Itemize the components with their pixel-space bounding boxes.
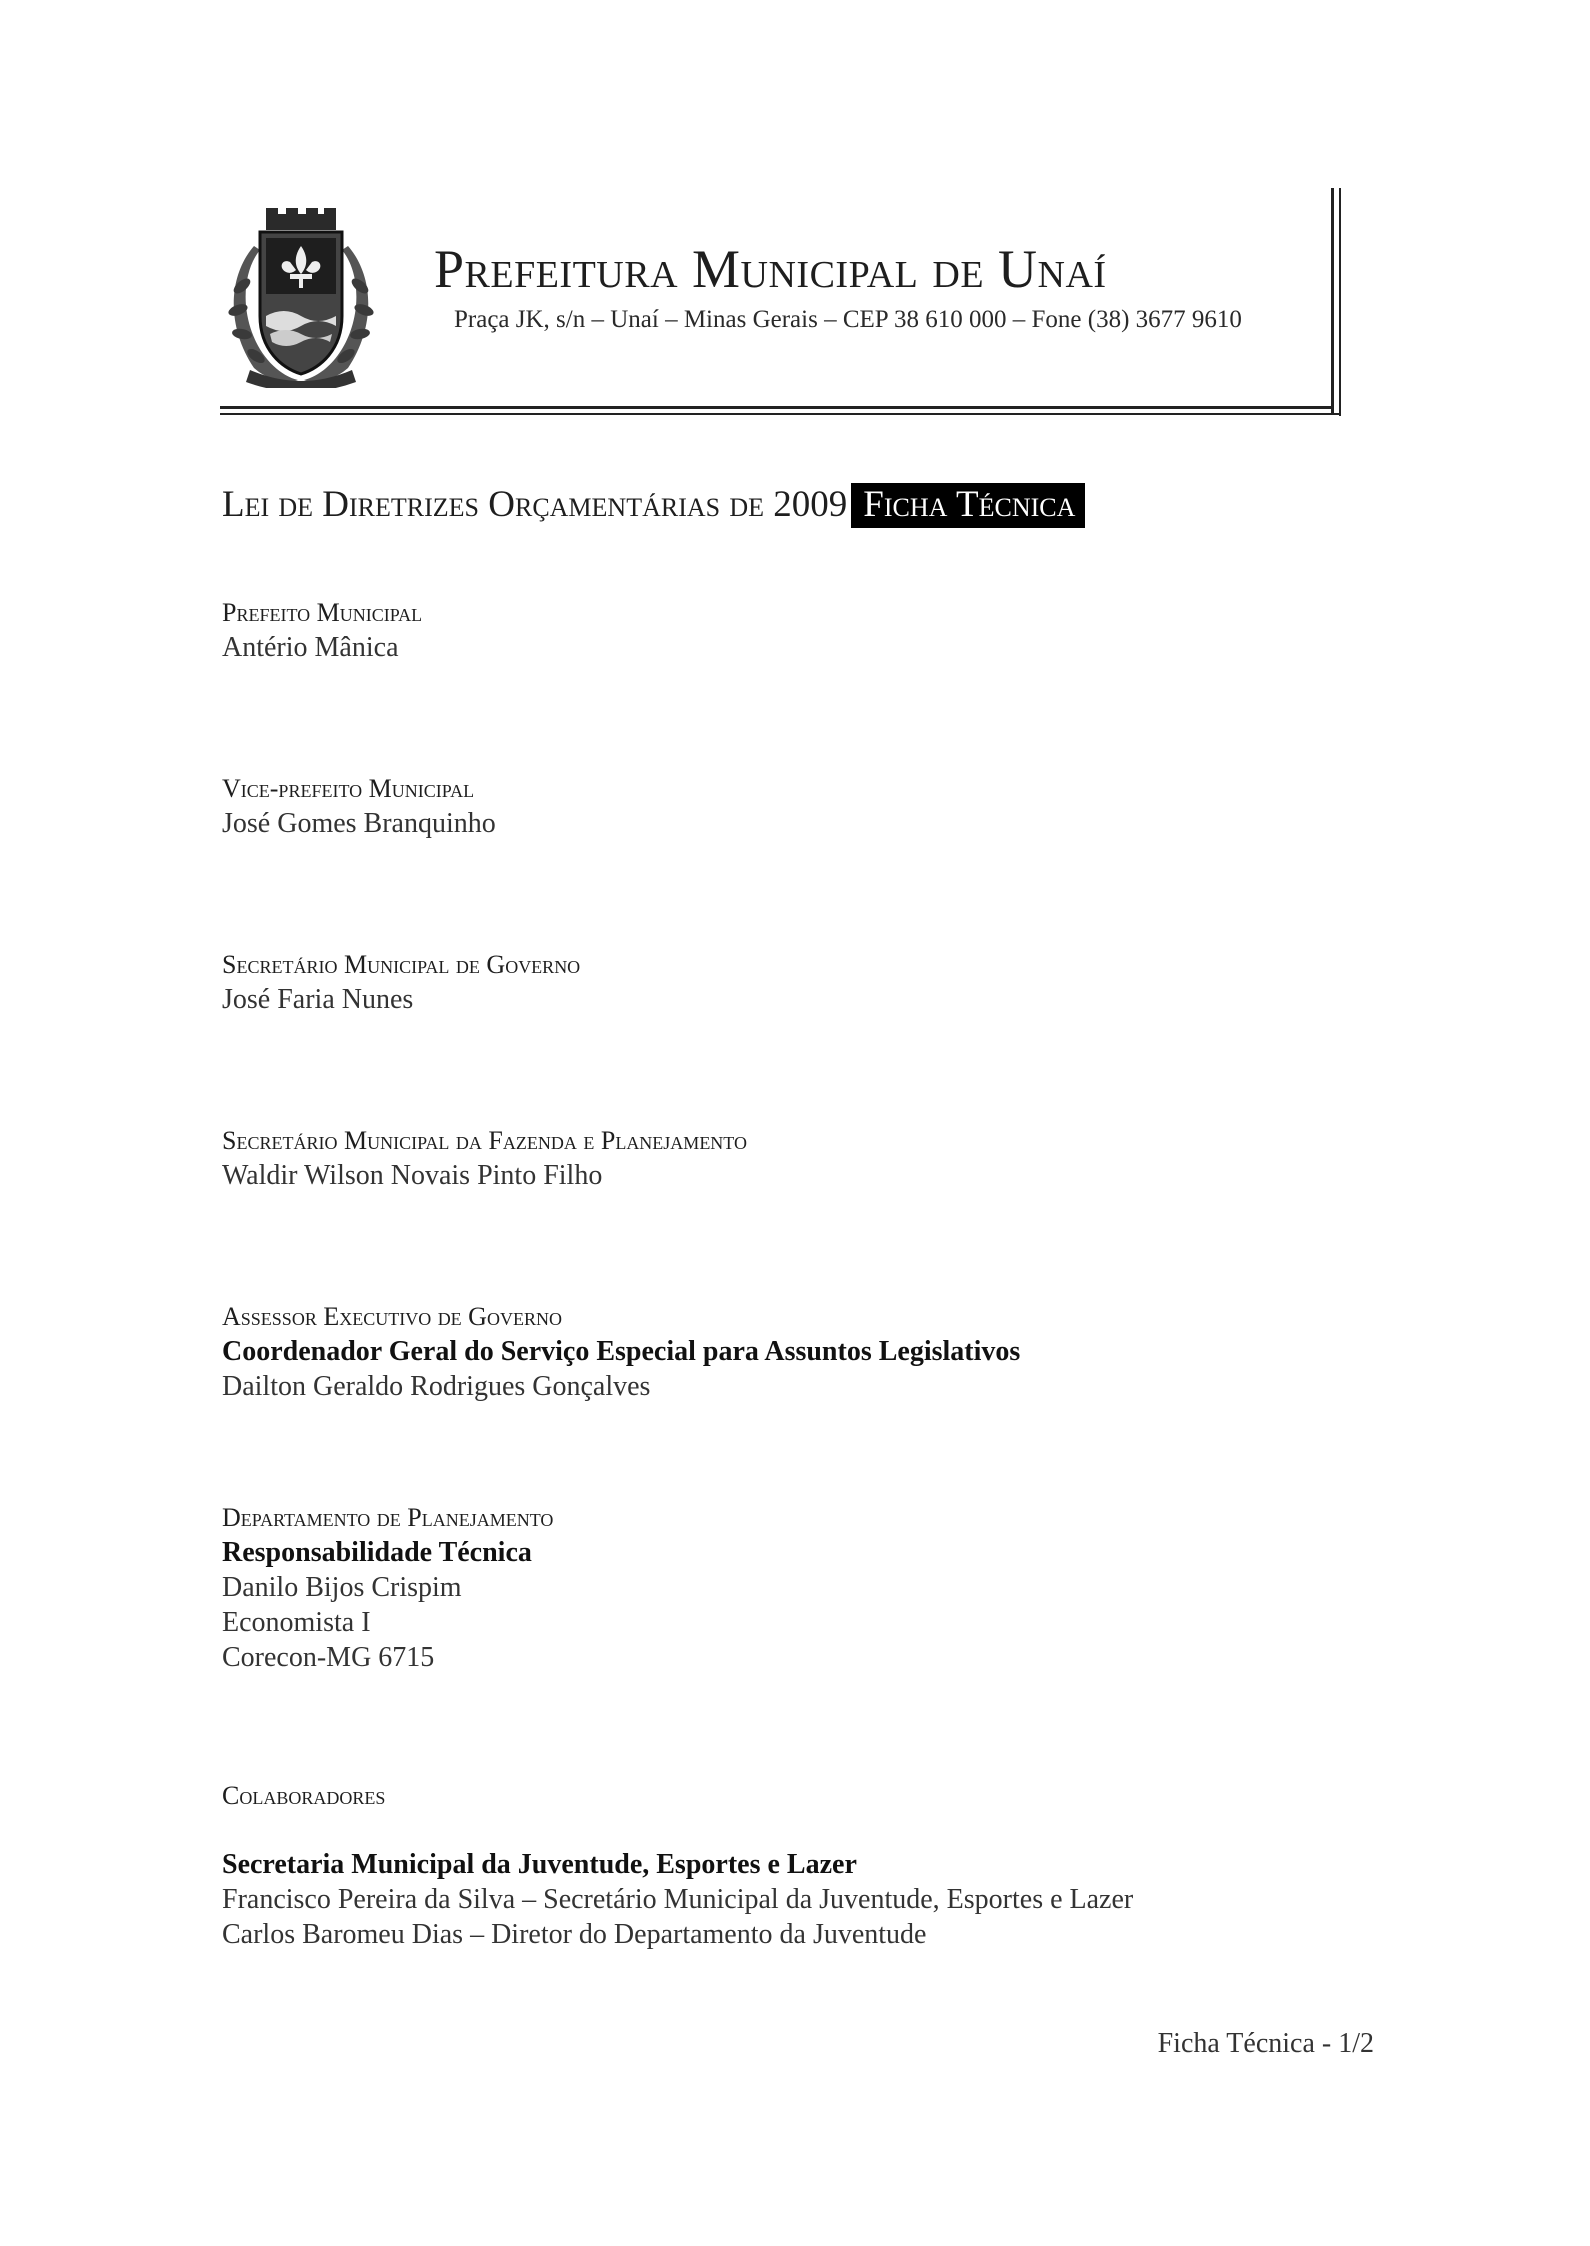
role-subtitle: Coordenador Geral do Serviço Especial para Assuntos Legislativos: [222, 1336, 1021, 1367]
section-badge: Ficha Técnica: [851, 483, 1085, 528]
person-name: Dailton Geraldo Rodrigues Gonçalves: [222, 1371, 651, 1402]
role-label: Vice-prefeito Municipal: [222, 774, 475, 803]
person-name: Antério Mânica: [222, 632, 399, 663]
section-vice-prefeito: [222, 772, 496, 841]
registration-number: Corecon-MG 6715: [222, 1642, 435, 1673]
org-address: Praça JK, s/n – Unaí – Minas Gerais – CEP 38 610 000 – Fone (38) 3677 9610: [454, 306, 1242, 333]
section-planejamento: [222, 1501, 553, 1675]
role-subtitle: Responsabilidade Técnica: [222, 1537, 532, 1568]
document-title-text: Lei de Diretrizes Orçamentárias de 2009: [222, 484, 848, 525]
person-name: Danilo Bijos Crispim: [222, 1572, 462, 1603]
municipal-coat-of-arms-icon: [220, 206, 382, 388]
role-label: Colaboradores: [222, 1781, 386, 1810]
section-colaboradores: [222, 1779, 1133, 1952]
person-name: José Faria Nunes: [222, 984, 414, 1015]
document-title: [222, 483, 1085, 528]
role-subtitle: Secretaria Municipal da Juventude, Esportes e Lazer: [222, 1849, 857, 1880]
section-secretario-governo: [222, 948, 580, 1017]
role-label: Departamento de Planejamento: [222, 1503, 554, 1532]
role-label: Assessor Executivo de Governo: [222, 1302, 562, 1331]
header-rule: [1331, 188, 1334, 413]
section-prefeito: [222, 596, 422, 665]
section-secretario-fazenda: [222, 1124, 747, 1193]
header-rule: [1339, 188, 1341, 416]
letterhead: [220, 188, 1340, 416]
collaborator-line: Carlos Baromeu Dias – Diretor do Departamento da Juventude: [222, 1919, 927, 1950]
role-label: Secretário Municipal de Governo: [222, 950, 581, 979]
role-label: Secretário Municipal da Fazenda e Planejamento: [222, 1126, 747, 1155]
section-assessor: [222, 1300, 1020, 1404]
role-label: Prefeito Municipal: [222, 598, 423, 627]
person-title: Economista I: [222, 1607, 371, 1638]
collaborator-line: Francisco Pereira da Silva – Secretário Municipal da Juventude, Esportes e Lazer: [222, 1884, 1134, 1915]
org-name: Prefeitura Municipal de Unaí: [434, 239, 1107, 299]
header-rule: [220, 413, 1341, 415]
header-rule: [220, 406, 1334, 409]
person-name: Waldir Wilson Novais Pinto Filho: [222, 1160, 603, 1191]
page-footer: Ficha Técnica - 1/2: [1157, 2028, 1374, 2059]
person-name: José Gomes Branquinho: [222, 808, 496, 839]
